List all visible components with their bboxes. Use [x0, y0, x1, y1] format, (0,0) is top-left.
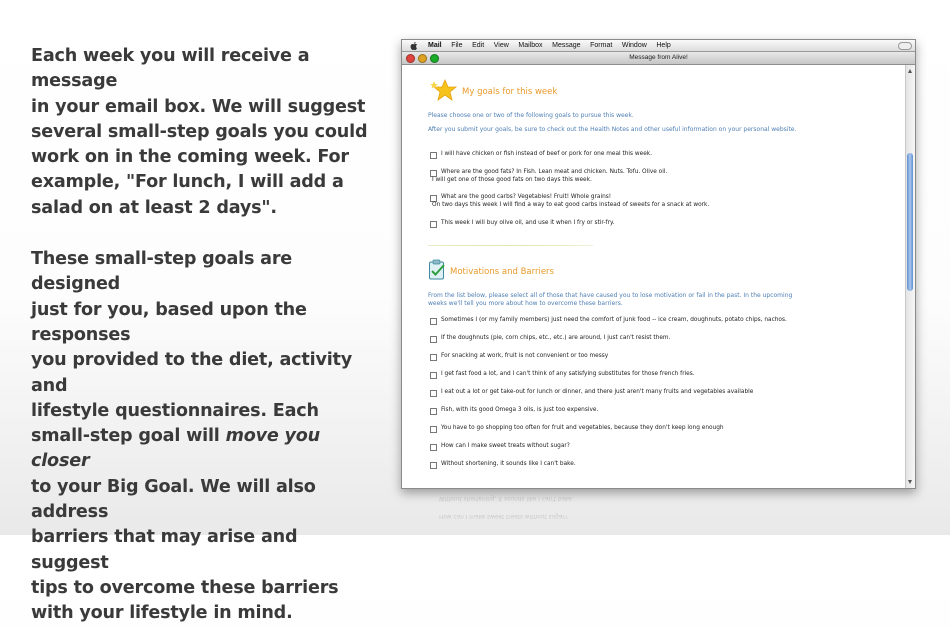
checkbox[interactable]: [430, 318, 437, 325]
scroll-up-arrow-icon[interactable]: [908, 69, 912, 73]
goals-instructions: Please choose one or two of the following goals to pursue this week.: [428, 112, 634, 119]
barrier-option-label: You have to go shopping too often for fruit and vegetables, because they don't keep long enough: [441, 425, 724, 431]
apple-icon[interactable]: [410, 42, 418, 50]
checkbox[interactable]: [430, 372, 437, 379]
vertical-scrollbar[interactable]: [905, 65, 915, 488]
checkbox[interactable]: [430, 221, 437, 228]
barrier-option-label: Sometimes I (or my family members) just need the comfort of junk food -- ice cream, doughnuts, potato chips, nachos.: [441, 317, 787, 323]
menu-help[interactable]: Help: [656, 42, 671, 49]
barrier-option[interactable]: [430, 317, 870, 325]
menu-mailbox[interactable]: Mailbox: [518, 42, 543, 49]
barrier-option-label: How can I make sweet treats without sugar?: [441, 443, 570, 449]
slide-line: in your email box. We will suggest: [31, 96, 366, 117]
reflection-line: How can I make sweet treats without sugar?: [439, 513, 568, 519]
goal-option[interactable]: [430, 194, 870, 209]
barrier-option[interactable]: [430, 335, 870, 343]
minimize-button[interactable]: [418, 54, 427, 63]
menu-mail[interactable]: Mail: [428, 42, 442, 49]
slide-line: work on in the coming week. For: [31, 147, 349, 168]
goal-option-subtext: I will get one of those good fats on two days this week.: [432, 176, 592, 183]
slide-line: lifestyle questionnaires. Each: [31, 400, 319, 421]
paragraph-gap: [31, 221, 376, 247]
barrier-option[interactable]: [430, 425, 870, 433]
goal-option[interactable]: [430, 169, 870, 184]
goal-option-text: What are the good carbs? Vegetables! Fruit! Whole grains!: [441, 194, 612, 200]
menu-format[interactable]: Format: [590, 42, 613, 49]
menu-window[interactable]: Window: [621, 42, 647, 49]
motivations-heading-text: Motivations and Barriers: [450, 266, 554, 277]
star-icon: [428, 79, 458, 104]
slide-line: with your lifestyle in mind.: [31, 603, 293, 624]
barrier-option-label: I eat out a lot or get take-out for lunch or dinner, and there just aren't many fruits and vegetables available: [441, 389, 754, 395]
window-title: Message from Alive!: [629, 54, 688, 61]
toolbar-toggle-button[interactable]: [898, 42, 912, 50]
slide-body-text: [31, 44, 376, 627]
checkbox[interactable]: [430, 152, 437, 159]
barrier-option[interactable]: [430, 353, 870, 361]
goal-option-label: [432, 169, 668, 184]
barrier-option[interactable]: [430, 407, 870, 415]
emphasis-text: move you closer: [31, 426, 320, 472]
checkbox[interactable]: [430, 390, 437, 397]
slide-line: barriers that may arise and suggest: [31, 527, 298, 573]
slide-line: several small-step goals you could: [31, 121, 368, 142]
checkbox[interactable]: [430, 354, 437, 361]
slide-line: example, "For lunch, I will add a: [31, 172, 344, 193]
window-controls: [406, 54, 439, 63]
message-body: [402, 65, 906, 488]
menu-view[interactable]: View: [493, 42, 509, 49]
clipboard-check-icon: [428, 259, 446, 284]
scroll-thumb[interactable]: [907, 153, 913, 291]
goal-option[interactable]: [430, 151, 870, 159]
barrier-option-label: If the doughnuts (pie, corn chips, etc., etc.) are around, I just can't resist them.: [441, 335, 671, 341]
checkbox[interactable]: [430, 462, 437, 469]
section-divider: [428, 245, 593, 246]
barrier-option[interactable]: [430, 443, 870, 451]
goal-option-label: I will have chicken or fish instead of beef or pork for one meal this week.: [441, 151, 652, 157]
barrier-option-label: For snacking at work, fruit is not convenient or too messy: [441, 353, 609, 359]
slide-line: salad on at least 2 days".: [31, 197, 277, 218]
checkbox[interactable]: [430, 426, 437, 433]
checkbox[interactable]: [430, 444, 437, 451]
goal-option-text: Where are the good fats? In Fish. Lean meat and chicken. Nuts. Tofu. Olive oil.: [441, 169, 668, 175]
barrier-option[interactable]: [430, 461, 870, 469]
goals-note: After you submit your goals, be sure to check out the Health Notes and other useful information on your personal website.: [428, 126, 797, 133]
goal-option[interactable]: [430, 220, 870, 228]
goal-option-label: This week I will buy olive oil, and use it when I fry or stir-fry.: [441, 220, 615, 226]
window-titlebar: [402, 52, 915, 65]
slide-line: just for you, based upon the responses: [31, 299, 307, 345]
goals-heading-text: My goals for this week: [462, 86, 558, 97]
zoom-button[interactable]: [430, 54, 439, 63]
checkbox[interactable]: [430, 336, 437, 343]
barrier-option-label: Fish, with its good Omega 3 oils, is just too expensive.: [441, 407, 599, 413]
menu-file[interactable]: File: [451, 42, 463, 49]
checkbox[interactable]: [430, 408, 437, 415]
slide-line: to your Big Goal. We will also address: [31, 476, 316, 523]
goal-option-label: [432, 194, 710, 209]
goal-option-subtext: On two days this week I will find a way to eat good carbs instead of sweets for a snack at work.: [432, 201, 710, 208]
barrier-option[interactable]: [430, 371, 870, 379]
reflection-content: [401, 489, 914, 525]
reflection-line: Without shortening, it sounds like I can't bake.: [439, 495, 574, 501]
menu-message[interactable]: Message: [552, 42, 581, 49]
goals-heading: [428, 79, 557, 104]
mail-window: [401, 39, 916, 489]
menu-bar: [402, 40, 915, 52]
barrier-option[interactable]: [430, 389, 870, 397]
slide-line: Each week you will receive a message: [31, 46, 310, 92]
window-reflection: [401, 489, 914, 535]
barrier-option-label: I get fast food a lot, and I can't think of any satisfying substitutes for those french fries.: [441, 371, 695, 377]
slide-line: tips to overcome these barriers: [31, 577, 339, 598]
slide-text-span: small-step goal will: [31, 426, 226, 447]
barrier-option-label: Without shortening, it sounds like I can't bake.: [441, 461, 576, 467]
close-button[interactable]: [406, 54, 415, 63]
slide-line: you provided to the diet, activity and: [31, 350, 353, 396]
scroll-down-arrow-icon[interactable]: [908, 480, 912, 484]
menu-edit[interactable]: Edit: [472, 42, 485, 49]
slide-line: These small-step goals are designed: [31, 249, 293, 295]
motivations-instructions: From the list below, please select all of those that have caused you to lose motivation or fail in the past. In the upcoming weeks we'll tell you more about how to overcome these barriers.: [428, 292, 793, 307]
motivations-heading: [428, 259, 554, 284]
slide-line: [31, 424, 376, 475]
